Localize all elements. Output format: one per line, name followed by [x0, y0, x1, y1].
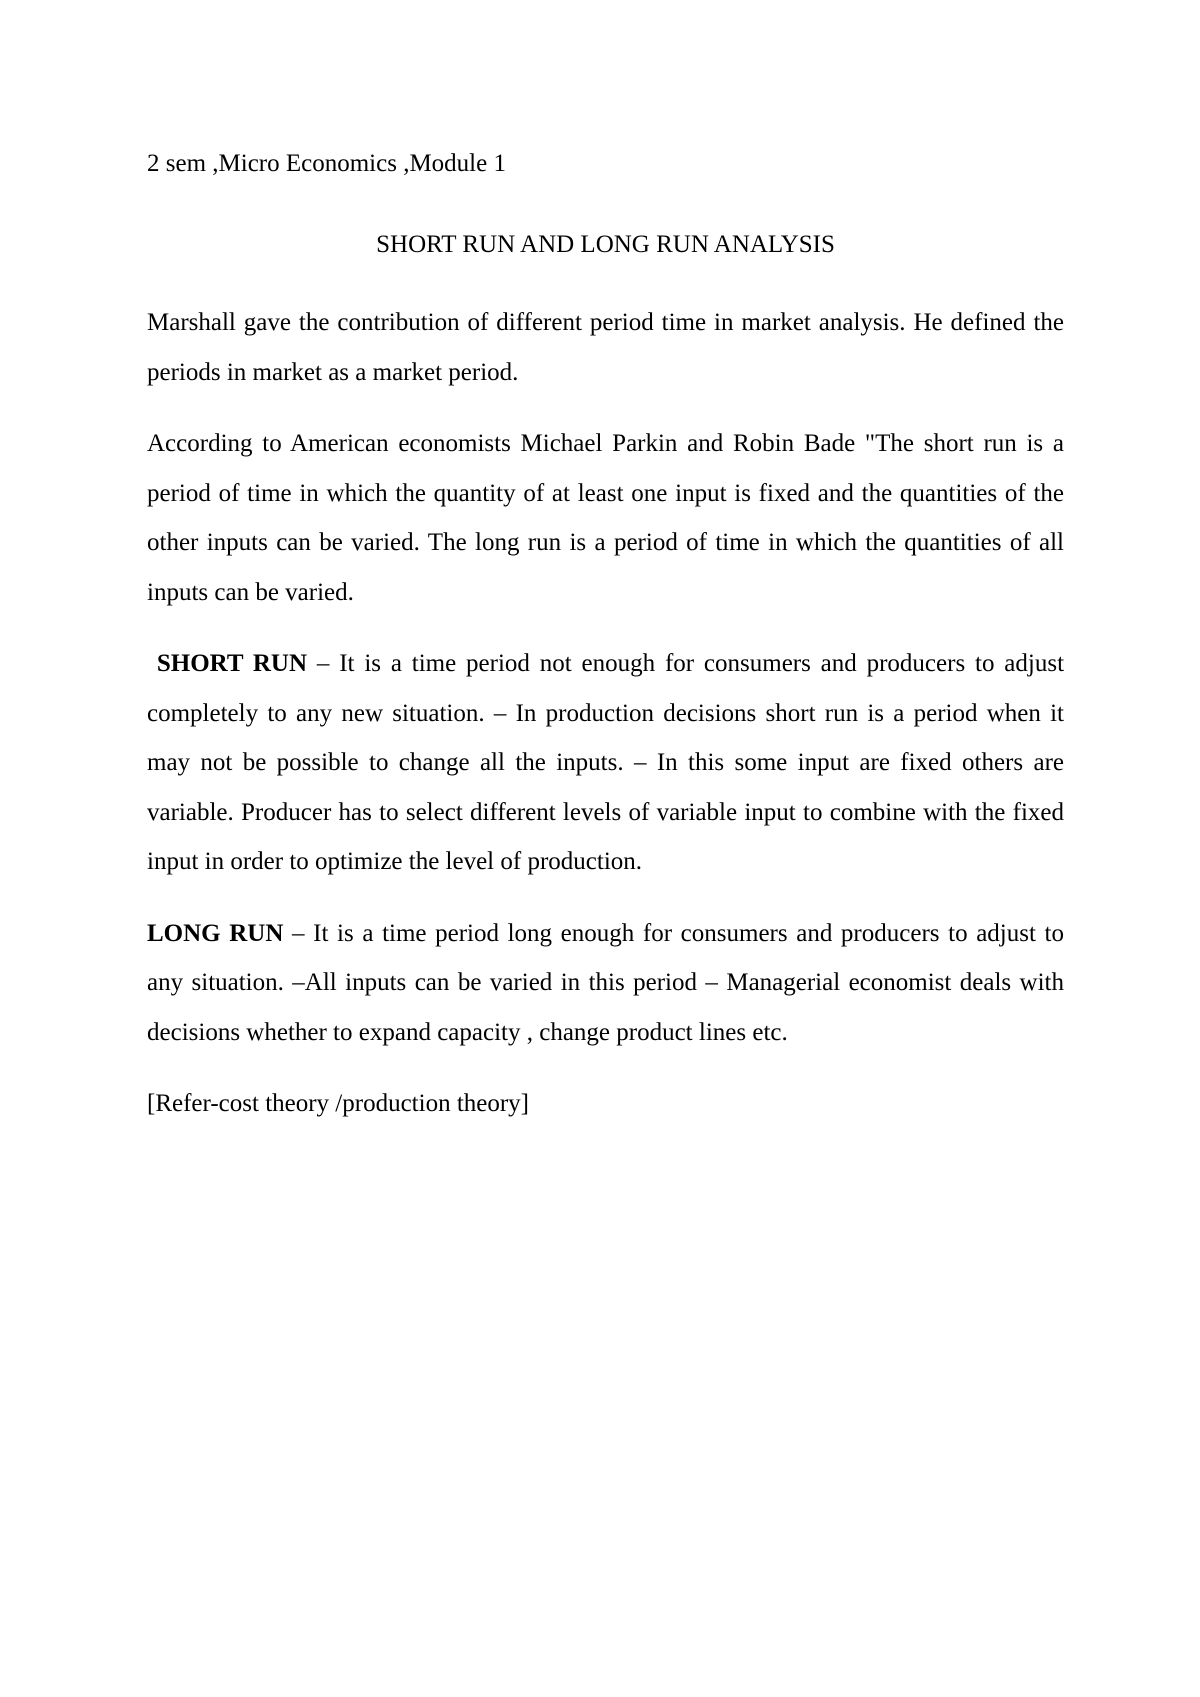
intro-paragraph: Marshall gave the contribution of different period time in market analysis. He defined the periods in market as a market period.	[147, 309, 1064, 386]
long-run-paragraph	[147, 909, 1064, 1058]
page-title: SHORT RUN AND LONG RUN ANALYSIS	[376, 231, 835, 258]
short-run-paragraph	[147, 639, 1064, 887]
document-body	[147, 136, 1064, 1129]
long-run-text: – It is a time period long enough for consumers and producers to adjust to any situation. –All inputs can be varied in this period – Managerial economist deals with decisions whether to expand capacity , change product lines etc.	[147, 919, 1064, 1046]
short-run-term: SHORT RUN	[156, 650, 308, 677]
reference-note: [Refer-cost theory /production theory]	[147, 1090, 530, 1117]
long-run-term: LONG RUN	[147, 919, 284, 947]
definition-paragraph: According to American economists Michael Parkin and Robin Bade "The short run is a period of time in which the quantity of at least one input is fixed and the quantities of the other inputs can be varied. The long run is a period of time in which the quantities of all inputs can be varied.	[147, 430, 1064, 606]
document-header: 2 sem ,Micro Economics ,Module 1	[147, 150, 506, 177]
short-run-text: – It is a time period not enough for consumers and producers to adjust completely to any new situation. – In production decisions short run is a period when it may not be possible to change all the inputs. – In this some input are fixed others are variable. Producer has to select different levels of variable input to combine with the fixed input in order to optimize the level of production.	[147, 650, 1065, 875]
